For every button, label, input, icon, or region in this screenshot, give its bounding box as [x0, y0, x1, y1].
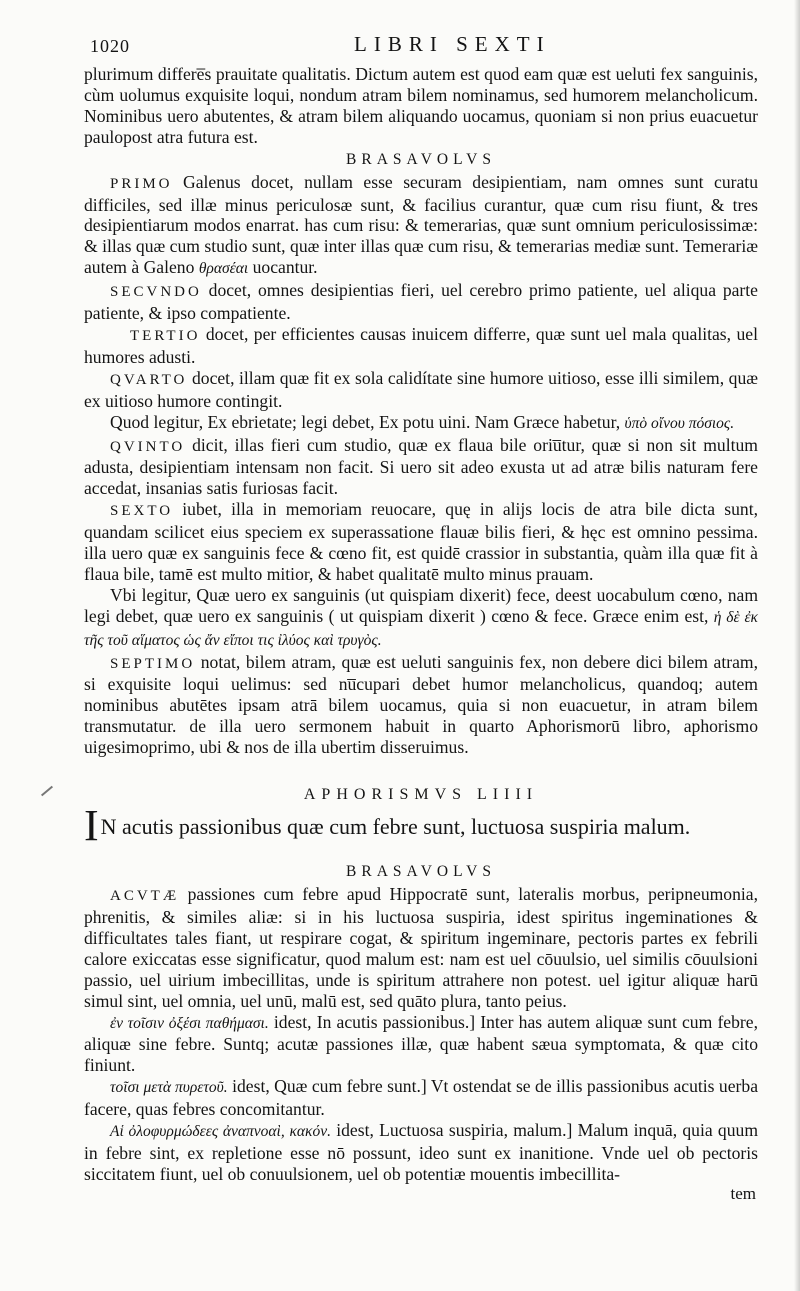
secundo-text: docet, omnes desipientias fieri, uel cerebro primo patiente, uel aliqua parte patiente, & ipso compatiente.: [84, 280, 758, 324]
sexto-paragraph: [84, 499, 758, 585]
primo-greek: θρασέαι: [198, 260, 249, 278]
page-number: 1020: [90, 36, 130, 56]
primo-paragraph: [84, 172, 758, 281]
commentary-heading-1: BRASAVOLVS: [346, 150, 496, 168]
quinto-text: dicit, illas fieri cum studio, quæ ex flaua bile oriu̅tur, quæ si non sit multum adusta, desipientiam intensam non facit. Si uero sit adeo exusta ut ad atræ bilis naturam fere accedat, insanias satis furiosas facit.: [84, 434, 758, 499]
quarto-label: QVARTO: [110, 371, 188, 388]
gloss-2-text: idest, Quæ cum febre sunt.] Vt ostendat se de illis passionibus acutis uerba facere, quas febres concomitantur.: [84, 1076, 758, 1120]
aphorism-heading: APHORISMVS LIIII: [303, 786, 539, 804]
aphorism-text-line: [84, 801, 758, 851]
opening-paragraph: plurimum differe̅s prauitate qualitatis. Dictum autem est quod eam quæ est ueluti fex sanguinis, cùm uolumus exquisite loqui, nondum atram bilem nominamus, sed humorem melancholicum. Nominibus uero abutentes, & atram bilem aliquando uocamus, quoniam si non prius euacuetur paulopost atra futura est.: [84, 64, 758, 147]
commentary-heading-2: BRASAVOLVS: [346, 863, 496, 881]
quarto-text: docet, illam quæ fit ex sola calidítate sine humore uitioso, esse illi similem, quæ ex uitioso humore contingit.: [84, 367, 758, 411]
gloss-1-paragraph: [84, 1012, 758, 1077]
gloss-3-text: idest, Luctuosa suspiria, malum.] Malum inquā, quia quum in febre sint, ex repletione esse nō possunt, ideo sunt ex inanitione. Vnde uel ob pectoris siccitatem fiunt, uel ob conuulsionem, uel ob potentiæ mouentis imbecillita-: [84, 1120, 758, 1184]
septimo-label: SEPTIMO: [110, 655, 196, 672]
quod-greek: ὑπὸ οἴνου πόσιος.: [624, 414, 735, 432]
section-spacer: [84, 758, 758, 786]
gloss-2-greek: τοῖσι μετὰ πυρετοῦ.: [110, 1079, 228, 1097]
quod-text: Quod legitur, Ex ebrietate; legi debet, Ex potu uini. Nam Græce habetur,: [110, 411, 625, 432]
sexto-text: iubet, illa in memoriam reuocare, quę in alijs locis de atra bile dicta sunt, quandam scilicet eius speciem ex superassatione flauæ bilis fieri, & hęc est omnino pessima. illa uero quæ ex sanguinis fece & cœno fit, est quidē crassior in substantia, quàm illa quæ fit à flaua bile, tamē est multo mitior, & habet qualitatē multo minus prauam.: [84, 499, 758, 584]
page-edge-shadow: [794, 0, 800, 1291]
page-header: [84, 30, 758, 58]
ink-mark: [41, 786, 53, 797]
gloss-3-paragraph: [84, 1120, 758, 1185]
gloss-1-text: idest, In acutis passionibus.] Inter has autem aliquæ sunt cum febre, aliquæ sine febre. Suntq; acutæ passiones illæ, quæ habent sæua symptomata, & quæ cito finiunt.: [84, 1011, 758, 1076]
secundo-paragraph: [84, 280, 758, 324]
primo-text: Galenus docet, nullam esse securam desipientiam, nam omnes sunt curatu difficiles, sed illæ minus periculosæ sunt, & facilius curantur, quæ cum risu fiunt, & tres desipientiarum modos enarrat. has cum risu: & temerarias, quæ sunt omnium periculosissimæ: & illas quæ cum studio sunt, quæ inter illas quæ cum risu, & temerarias mediæ sunt. Temerariæ autem à Galeno: [84, 171, 758, 278]
primo-label: PRIMO: [110, 175, 173, 192]
septimo-text: notat, bilem atram, quæ est ueluti sanguinis fex, non debere dici bilem atram, si exquisite loqui uelimus: sed nu̅cupari debet humor melancholicus, quandoq; autem nominibus abutētes ipsam atrā bilem uocamus, quia si non euacuetur, in atram bilem transmutatur. de illa uero sermonem habuit in quarto Aphorismorū libro, aphorismo uigesimoprimo, ubi & nos de illa ubertim disseruimus.: [84, 651, 758, 758]
quinto-label: QVINTO: [110, 438, 186, 455]
primo-end: uocantur.: [248, 257, 318, 278]
secundo-label: SECVNDO: [110, 284, 202, 301]
septimo-paragraph: [84, 652, 758, 759]
tertio-text: docet, per efficientes causas inuicem differre, quæ sunt uel mala qualitas, uel humores adusti.: [84, 323, 758, 367]
quarto-paragraph: [84, 368, 758, 412]
catchword: tem: [730, 1183, 756, 1203]
quinto-paragraph: [84, 435, 758, 500]
gloss-2-paragraph: [84, 1076, 758, 1120]
tertio-label: TERTIO: [130, 327, 201, 344]
acutae-text: passiones cum febre apud Hippocratē sunt, lateralis morbus, peripneumonia, phrenitis, & similes aliæ: si in his luctuosa suspiria, idest spiritus ingeminationes & difficultates tales fiant, ut respirare cogat, & spiritum ingeminare, pectoris partes ex febrili calore exiccatas esse significatur, quod malum est: nam est uel cōuulsio, uel similis cōuulsioni passio, uel uirium imbecillitas, unde is spiritum attrahere non potest. uel igitur aliquæ harū simul sint, uel omnia, uel unū, malū est, sed quāto plura, tanto peius.: [84, 884, 758, 1011]
aphorism-initial: I: [84, 801, 99, 851]
running-head: LIBRI SEXTI: [354, 32, 551, 56]
vbi-paragraph: [84, 585, 758, 652]
gloss-3-greek: Αἱ ὀλοφυρμώδεες ἀναπνοαὶ, κακόν.: [110, 1123, 331, 1141]
aphorism-text: N acutis passionibus quæ cum febre sunt, luctuosa suspiria malum.: [100, 814, 691, 840]
sexto-label: SEXTO: [110, 503, 174, 520]
quod-paragraph: [84, 412, 758, 435]
vbi-text: Vbi legitur, Quæ uero ex sanguinis (ut quispiam dixerit) fece, deest uocabulum cœno, nam legi debet, quæ uero ex sanguinis ( ut quispiam dixerit ) cœno & fece. Græce enim est,: [84, 584, 758, 626]
acutae-label: ACVTÆ: [110, 888, 180, 905]
acutae-paragraph: [84, 884, 758, 1011]
tertio-paragraph: [84, 324, 758, 368]
gloss-1-greek: ἐν τοῖσιν ὀξέσι παθήμασι.: [110, 1014, 269, 1032]
vbi-greek: ἡ δὲ ἐκ τῆς τοῦ αἵματος ὡς ἄν εἴποι τις ἰλύος καὶ τρυγὸς.: [84, 608, 758, 649]
